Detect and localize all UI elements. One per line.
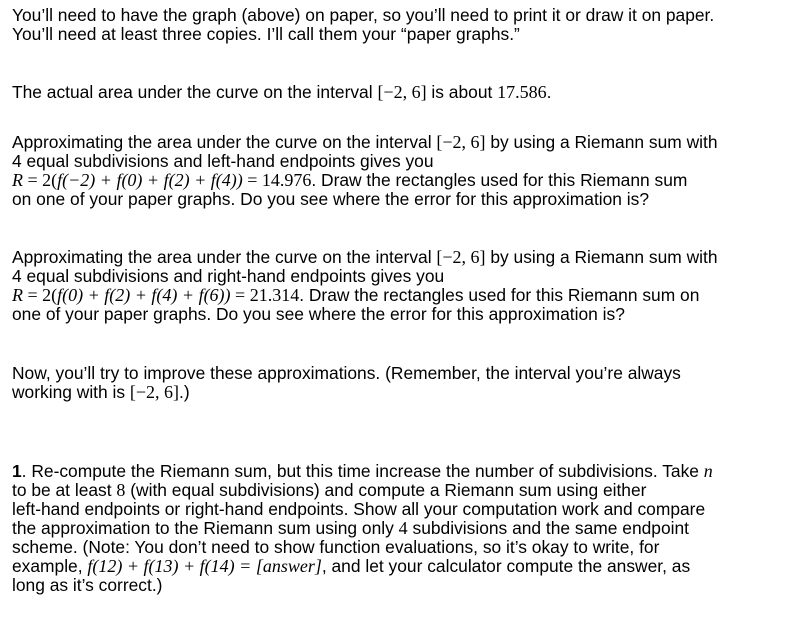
interval-math: [−2, 6] (436, 132, 486, 152)
improve-paragraph (12, 364, 681, 402)
number-math: 4 (398, 518, 408, 538)
text-segment: , and let your calculator compute the answer, as (321, 556, 691, 576)
right-sum-paragraph (12, 248, 718, 324)
formula-variable: R (12, 170, 23, 190)
text-line (12, 83, 552, 102)
text-line: long as it’s correct.) (12, 575, 163, 595)
formula-variable: R (12, 285, 23, 305)
text-line: You’ll need at least three copies. I’ll call them your “paper graphs.” (12, 24, 520, 44)
interval-math: [−2, 6] (129, 382, 180, 402)
text-line: You’ll need to have the graph (above) on paper, so you’ll need to print it or draw it on paper. (12, 5, 715, 25)
text-line: 4 equal subdivisions and right-hand endpoints gives you (12, 266, 445, 286)
text-segment: Approximating the area under the curve on the interval (12, 132, 437, 152)
text-segment: to be at least (12, 480, 117, 500)
text-line: 4 equal subdivisions and left-hand endpoints gives you (12, 151, 434, 171)
text-segment: . Draw the rectangles used for this Riemann sum (311, 170, 688, 190)
formula-result: = 21.314 (230, 285, 300, 305)
formula-body: f(0) + f(2) + f(4) + f(6)) (57, 285, 231, 305)
question-number: 1 (12, 461, 22, 481)
text-segment: by using a Riemann sum with (485, 247, 718, 267)
text-line (12, 462, 713, 481)
text-line (12, 519, 713, 538)
formula-segment: = 2( (23, 285, 58, 305)
intro-paragraph (12, 6, 714, 44)
text-line: on one of your paper graphs. Do you see where the error for this approximation is? (12, 189, 650, 209)
text-segment: example, (12, 556, 88, 576)
question-1-paragraph (12, 462, 713, 595)
text-segment: The actual area under the curve on the interval (12, 82, 378, 102)
text-segment: the approximation to the Riemann sum using only (12, 518, 399, 538)
formula-body: f(12) + f(13) + f(14) = (87, 556, 256, 576)
formula-body: f(−2) + f(0) + f(2) + f(4)) (57, 170, 243, 190)
answer-placeholder: [answer] (255, 556, 322, 576)
variable-n: n (703, 461, 713, 481)
text-segment: .) (179, 382, 190, 402)
text-line: one of your paper graphs. Do you see where the error for this approximation is? (12, 304, 625, 324)
text-line: scheme. (Note: You don’t need to show function evaluations, so it’s okay to write, for (12, 537, 660, 557)
formula-line (12, 286, 718, 305)
text-line (12, 383, 681, 402)
interval-math: [−2, 6] (436, 247, 486, 267)
text-line: Now, you’ll try to improve these approximations. (Remember, the interval you’re always (12, 363, 681, 383)
formula-segment: = 2( (23, 170, 58, 190)
actual-area-paragraph (12, 83, 552, 102)
text-segment: is about (426, 82, 498, 102)
text-segment: subdivisions and the same endpoint (407, 518, 690, 538)
text-line (12, 481, 713, 500)
text-line (12, 133, 718, 152)
area-value: 17.586 (497, 82, 547, 102)
text-segment: . Re-compute the Riemann sum, but this time increase the number of subdivisions. Take (21, 461, 704, 481)
text-segment: Approximating the area under the curve on the interval (12, 247, 437, 267)
text-line (12, 248, 718, 267)
text-segment: working with is (12, 382, 130, 402)
text-line: left-hand endpoints or right-hand endpoints. Show all your computation work and compare (12, 499, 706, 519)
text-segment: (with equal subdivisions) and compute a Riemann sum using either (125, 480, 647, 500)
interval-math: [−2, 6] (377, 82, 427, 102)
formula-line (12, 171, 718, 190)
text-segment: . Draw the rectangles used for this Riemann sum on (299, 285, 700, 305)
number-math: 8 (116, 480, 126, 500)
text-segment: . (546, 82, 552, 102)
formula-result: = 14.976 (242, 170, 312, 190)
left-sum-paragraph (12, 133, 718, 209)
formula-line (12, 557, 713, 576)
text-segment: by using a Riemann sum with (485, 132, 718, 152)
